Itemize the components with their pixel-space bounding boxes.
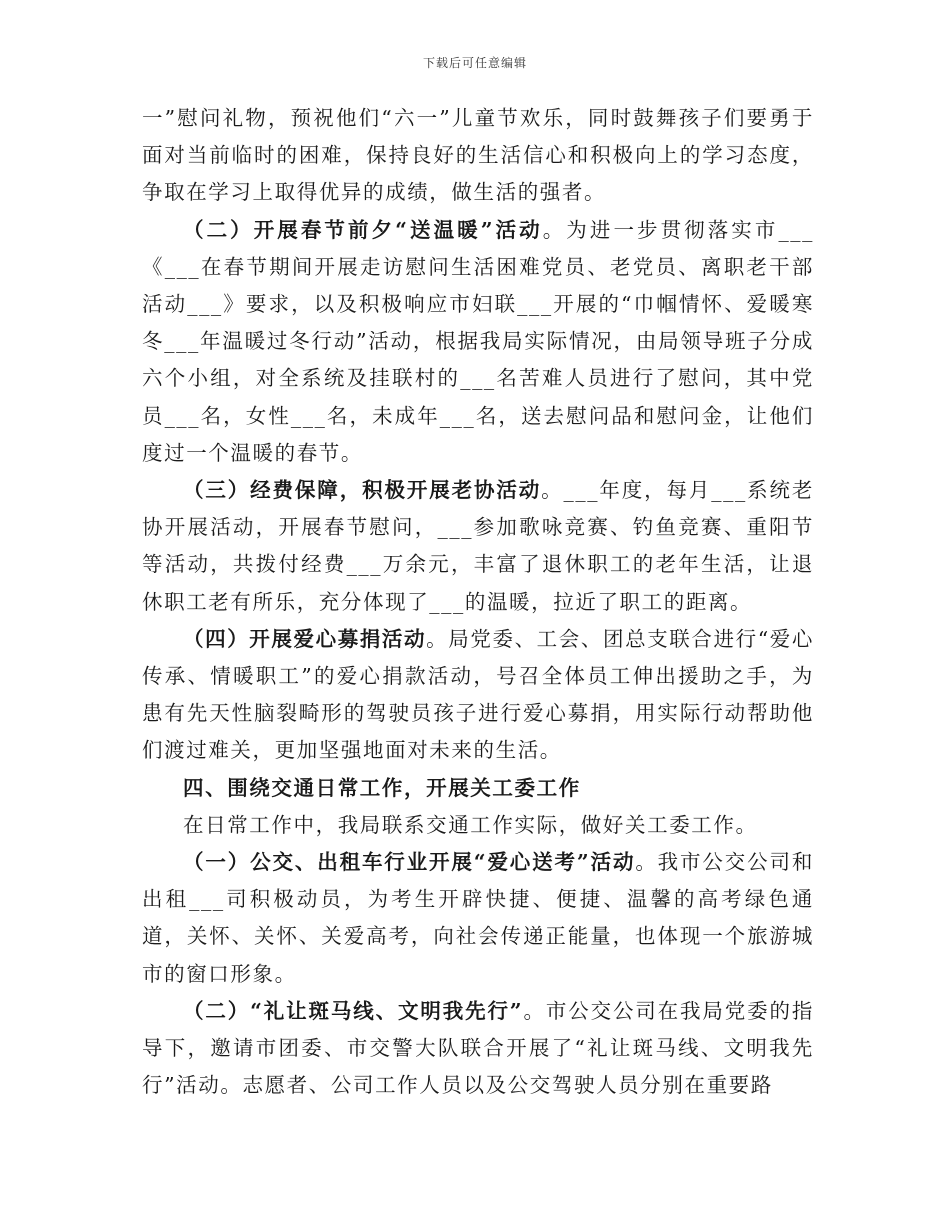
paragraph-text: 在日常工作中，我局联系交通工作实际，做好关工委工作。 [183, 812, 758, 837]
paragraph-continuation [142, 100, 814, 212]
paragraph-heading: （二）开展春节前夕“送温暖”活动 [183, 217, 543, 242]
paragraph-heading: （一）公交、出租车行业开展“爱心送考”活动 [183, 850, 636, 875]
paragraph-heading: （二）“礼让斑马线、文明我先行” [183, 998, 524, 1023]
paragraph-text: 。为进一步贯彻落实市___《___在春节期间开展走访慰问生活困难党员、老党员、离职老干部活动___》要求，以及积极响应市妇联___开展的“巾帼情怀、爱暖寒冬___年温暖过冬行动”活动，根据我局实际情况，由局领导班子分成六个小组，对全系统及挂联村的___名苦难人员进行了慰问，其中党员___名，女性___名，未成年___名，送去慰问品和慰问金，让他们度过一个温暖的春节。 [142, 217, 814, 465]
paragraph-text: 。市公交公司在我局党委的指导下，邀请市团委、市交警大队联合开展了“礼让斑马线、文明我先行”活动。志愿者、公司工作人员以及公交驾驶人员分别在重要路 [142, 998, 814, 1098]
paragraph-text: 。局党委、工会、团总支联合进行“爱心传承、情暖职工”的爱心捐款活动，号召全体员工伸出援助之手，为患有先天性脑裂畸形的驾驶员孩子进行爱心募捐，用实际行动帮助他们渡过难关，更加坚强地面对未来的生活。 [142, 626, 815, 763]
paragraph-spring-festival [142, 212, 814, 472]
section-title: 四、围绕交通日常工作，开展关工委工作 [183, 775, 581, 800]
paragraph-text: 。___年度，每月___系统老协开展活动，开展春节慰问，___参加歌咏竞赛、钓鱼竞赛、重阳节等活动，共拨付经费___万余元，丰富了退休职工的老年生活，让退休职工老有所乐，充分体现了___的温暖，拉近了职工的距离。 [142, 478, 814, 614]
paragraph-text: 。我市公交公司和出租___司积极动员，为考生开辟快捷、便捷、温馨的高考绿色通道，关怀、关怀、关爱高考，向社会传递正能量，也体现一个旅游城市的窗口形象。 [142, 850, 814, 986]
section-heading [142, 770, 814, 807]
paragraph-heading: （四）开展爱心募捐活动 [183, 626, 427, 651]
header-note: 下载后可任意编辑 [422, 56, 527, 70]
paragraph-intro [142, 807, 814, 844]
paragraph-text: 一”慰问礼物，预祝他们“六一”儿童节欢乐，同时鼓舞孩子们要勇于面对当前临时的困难，保持良好的生活信心和积极向上的学习态度，争取在学习上取得优异的成绩，做生活的强者。 [142, 106, 814, 205]
paragraph-heading: （三）经费保障，积极开展老协活动 [183, 478, 542, 503]
paragraph-exam-support [142, 844, 814, 993]
document-body [142, 100, 814, 1104]
paragraph-donation [142, 621, 814, 770]
paragraph-zebra-crossing [142, 993, 814, 1105]
paragraph-funding [142, 472, 814, 621]
